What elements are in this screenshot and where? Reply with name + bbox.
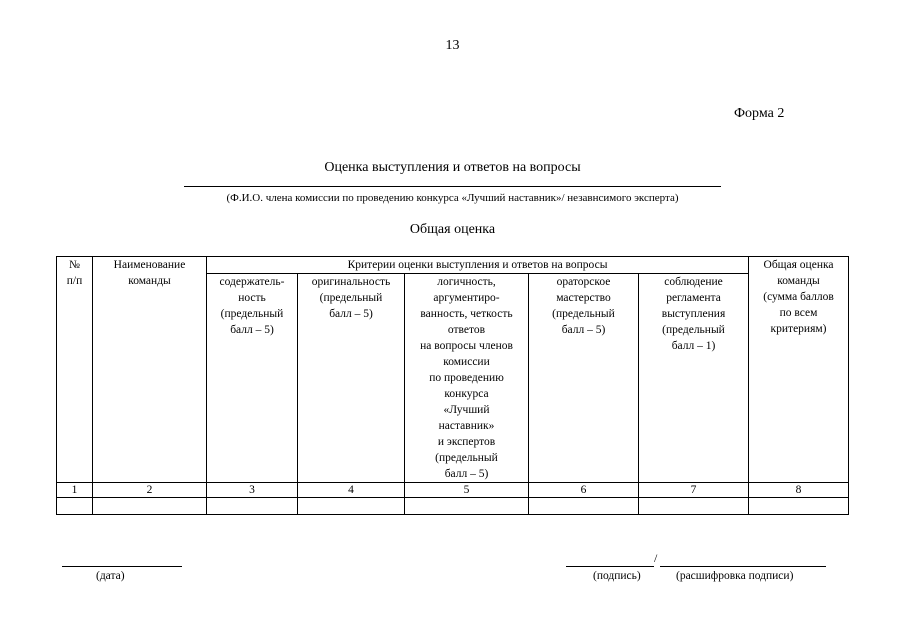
header-total-score: Общая оценка команды (сумма баллов по всем критериям) [749,257,849,483]
date-line [62,566,182,567]
table-cell [93,498,207,515]
column-number: 6 [529,483,639,498]
fio-caption: (Ф.И.О. члена комиссии по проведению конкурса «Лучший наставник»/ незавнсимого эксперта) [226,192,679,204]
table-cell [529,498,639,515]
column-number-row [57,483,849,498]
column-number: 2 [93,483,207,498]
column-number: 5 [405,483,529,498]
table-cell [749,498,849,515]
header-criteria: Критерии оценки выступления и ответов на вопросы [207,257,749,274]
signature-slash: / [654,551,658,565]
table-cell [207,498,298,515]
signature-decode-line [660,566,826,567]
column-number: 8 [749,483,849,498]
header-team-name: Наименование команды [93,257,207,483]
document-title: Оценка выступления и ответов на вопросы [324,160,581,175]
table-cell [639,498,749,515]
column-number: 1 [57,483,93,498]
criterion-regulation: соблюдение регламента выступления (предельный балл – 1) [639,274,749,483]
fio-line [184,186,721,187]
signature-line [566,566,654,567]
page-number: 13 [445,38,460,53]
column-number: 7 [639,483,749,498]
date-caption: (дата) [96,570,125,582]
criterion-logic: логичность, аргументиро- ванность, четкость ответов на вопросы членов комиссии по проведению конкурса «Лучший наставник» и экспертов (предельный балл – 5) [405,274,529,483]
form-label: Форма 2 [734,106,785,121]
criterion-originality: оригинальность (предельный балл – 5) [298,274,405,483]
criterion-content: содержатель- ность (предельный балл – 5) [207,274,298,483]
column-number: 3 [207,483,298,498]
column-number: 4 [298,483,405,498]
signature-decode-caption: (расшифровка подписи) [676,570,794,582]
header-row [57,257,849,274]
table-cell [57,498,93,515]
empty-entry-row [57,498,849,515]
table-cell [405,498,529,515]
criterion-oratory: ораторское мастерство (предельный балл – 5) [529,274,639,483]
evaluation-table [56,256,849,515]
signature-caption: (подпись) [593,570,641,582]
header-number: № п/п [57,257,93,483]
table-cell [298,498,405,515]
table-title: Общая оценка [409,222,496,237]
